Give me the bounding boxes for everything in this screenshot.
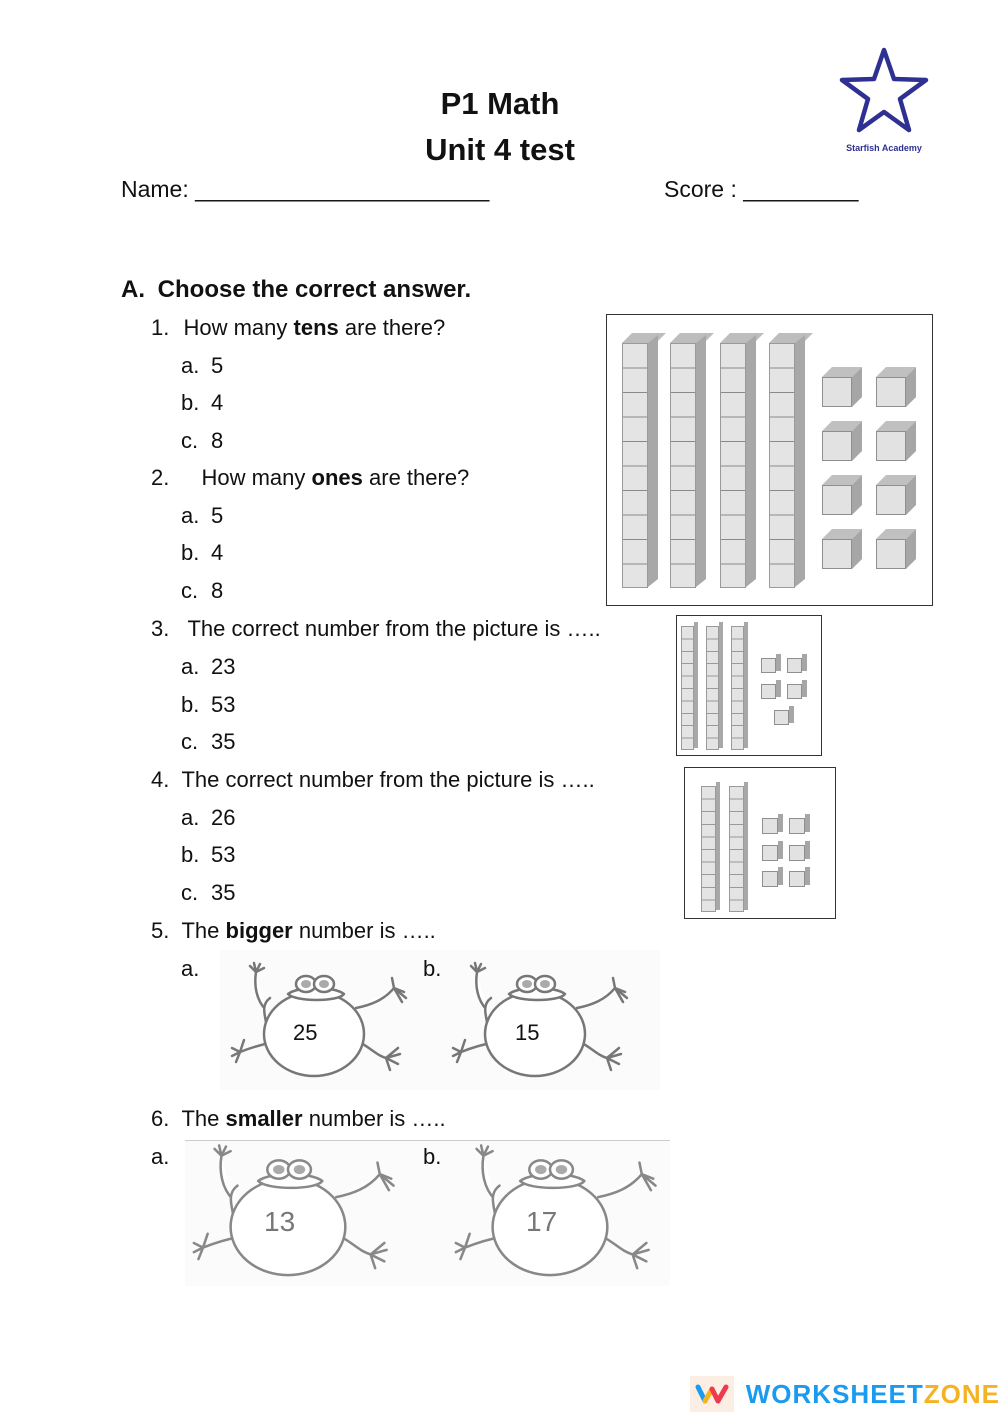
one-cube — [761, 658, 776, 673]
question-4 — [151, 767, 595, 793]
ten-rod — [701, 786, 716, 912]
option-value: 4 — [211, 540, 224, 565]
frog-number: 25 — [293, 1020, 318, 1045]
frog-option-a-q5[interactable] — [226, 960, 416, 1082]
question-number: 3. — [151, 616, 170, 641]
option-label: a. — [181, 654, 200, 679]
ten-rod — [769, 343, 795, 588]
star-icon — [836, 46, 932, 136]
question-text: The — [181, 1106, 226, 1131]
question-3 — [151, 616, 601, 642]
option-value: 53 — [211, 692, 236, 717]
frog-number: 15 — [515, 1020, 540, 1045]
question-emphasis: smaller — [225, 1106, 303, 1131]
question-text: are there? — [338, 315, 446, 340]
ten-rod — [720, 343, 746, 588]
option-label: b. — [181, 390, 200, 415]
question-emphasis: tens — [293, 315, 339, 340]
ten-rod — [681, 626, 694, 750]
one-cube — [822, 485, 852, 515]
q5-option-b-label[interactable]: b. — [423, 956, 442, 981]
question-2 — [151, 465, 469, 491]
q4-option-c[interactable] — [181, 880, 235, 906]
option-label: b. — [181, 540, 200, 565]
option-label: a. — [181, 353, 200, 378]
w-logo-icon — [690, 1376, 734, 1412]
q4-option-b[interactable] — [181, 842, 235, 868]
one-cube — [787, 684, 802, 699]
option-label: a. — [181, 503, 200, 528]
q3-option-b[interactable] — [181, 692, 235, 718]
frog-icon — [447, 960, 637, 1082]
option-value: 53 — [211, 842, 236, 867]
option-label: a. — [181, 805, 200, 830]
question-text: The — [181, 918, 226, 943]
q2-option-b[interactable] — [181, 540, 223, 566]
worksheetzone-watermark — [690, 1375, 1000, 1413]
option-value: 8 — [211, 428, 224, 453]
one-cube — [789, 818, 805, 834]
frog-icon — [226, 960, 416, 1082]
question-emphasis: bigger — [225, 918, 293, 943]
frog-option-b-q6[interactable] — [448, 1142, 668, 1282]
brand-part-2: ZONE — [923, 1378, 1000, 1409]
question-text: number is ….. — [302, 1106, 446, 1131]
option-label: b. — [181, 692, 200, 717]
ten-rod — [731, 626, 744, 750]
one-cube — [789, 845, 805, 861]
q2-option-c[interactable] — [181, 578, 223, 604]
option-label: c. — [181, 880, 199, 905]
frog-number: 13 — [264, 1206, 296, 1237]
option-label: b. — [181, 842, 200, 867]
one-cube — [789, 871, 805, 887]
logo-text: Starfish Academy — [846, 143, 922, 153]
question-text: How many — [183, 315, 294, 340]
name-field[interactable]: Name: _______________________ — [121, 176, 490, 202]
q1-option-c[interactable] — [181, 428, 223, 454]
option-label: c. — [181, 729, 199, 754]
base-ten-blocks-picture-q1-q2 — [606, 314, 933, 606]
option-value: 5 — [211, 503, 224, 528]
option-value: 4 — [211, 390, 224, 415]
title-line-1: P1 Math — [440, 86, 560, 121]
q6-option-b-label[interactable]: b. — [423, 1144, 442, 1169]
base-ten-blocks-picture-q4 — [684, 767, 836, 919]
ten-rod — [670, 343, 696, 588]
ten-rod — [729, 786, 744, 912]
option-value: 5 — [211, 353, 224, 378]
base-ten-blocks-picture-q3 — [676, 615, 822, 756]
q1-option-b[interactable] — [181, 390, 223, 416]
question-number: 6. — [151, 1106, 170, 1131]
ten-rod — [706, 626, 719, 750]
score-field[interactable]: Score : _________ — [664, 176, 859, 202]
option-value: 35 — [211, 880, 236, 905]
one-cube — [774, 710, 789, 725]
title-line-2: Unit 4 test — [425, 132, 575, 167]
watermark-text — [746, 1379, 1000, 1410]
question-1 — [151, 315, 445, 341]
frog-option-b-q5[interactable] — [447, 960, 637, 1082]
q3-option-c[interactable] — [181, 729, 235, 755]
one-cube — [822, 539, 852, 569]
brand-part-1: WORKSHEET — [745, 1378, 924, 1409]
frog-number: 17 — [526, 1206, 558, 1237]
option-label: c. — [181, 428, 199, 453]
q5-option-a-label[interactable]: a. — [181, 956, 200, 981]
question-text: number is ….. — [292, 918, 436, 943]
ten-rod — [622, 343, 648, 588]
one-cube — [876, 485, 906, 515]
question-number: 2. — [151, 465, 170, 490]
one-cube — [876, 431, 906, 461]
question-emphasis: ones — [311, 465, 363, 490]
question-number: 5. — [151, 918, 170, 943]
q1-option-a[interactable] — [181, 353, 223, 379]
section-label: A. — [121, 276, 145, 303]
one-cube — [761, 684, 776, 699]
one-cube — [822, 431, 852, 461]
question-text: are there? — [362, 465, 470, 490]
q3-option-a[interactable] — [181, 654, 235, 680]
one-cube — [762, 818, 778, 834]
option-label: c. — [181, 578, 199, 603]
frog-option-a-q6[interactable] — [186, 1142, 406, 1282]
section-title: Choose the correct answer. — [157, 276, 472, 303]
one-cube — [787, 658, 802, 673]
option-value: 23 — [211, 654, 236, 679]
one-cube — [762, 871, 778, 887]
question-6 — [151, 1106, 446, 1132]
frog-icon — [186, 1142, 406, 1282]
option-value: 35 — [211, 729, 236, 754]
question-number: 1. — [151, 315, 170, 340]
option-value: 8 — [211, 578, 224, 603]
one-cube — [822, 377, 852, 407]
question-number: 4. — [151, 767, 170, 792]
starfish-academy-logo — [836, 46, 932, 154]
one-cube — [876, 539, 906, 569]
question-text: The correct number from the picture is ….. — [187, 616, 601, 641]
question-text: The correct number from the picture is ….. — [181, 767, 595, 792]
one-cube — [876, 377, 906, 407]
q2-option-a[interactable] — [181, 503, 223, 529]
one-cube — [762, 845, 778, 861]
frog-icon — [448, 1142, 668, 1282]
q4-option-a[interactable] — [181, 805, 235, 831]
question-5 — [151, 918, 436, 944]
section-heading — [121, 276, 471, 304]
option-value: 26 — [211, 805, 236, 830]
question-text: How many — [201, 465, 312, 490]
q6-option-a-label[interactable]: a. — [151, 1144, 170, 1169]
